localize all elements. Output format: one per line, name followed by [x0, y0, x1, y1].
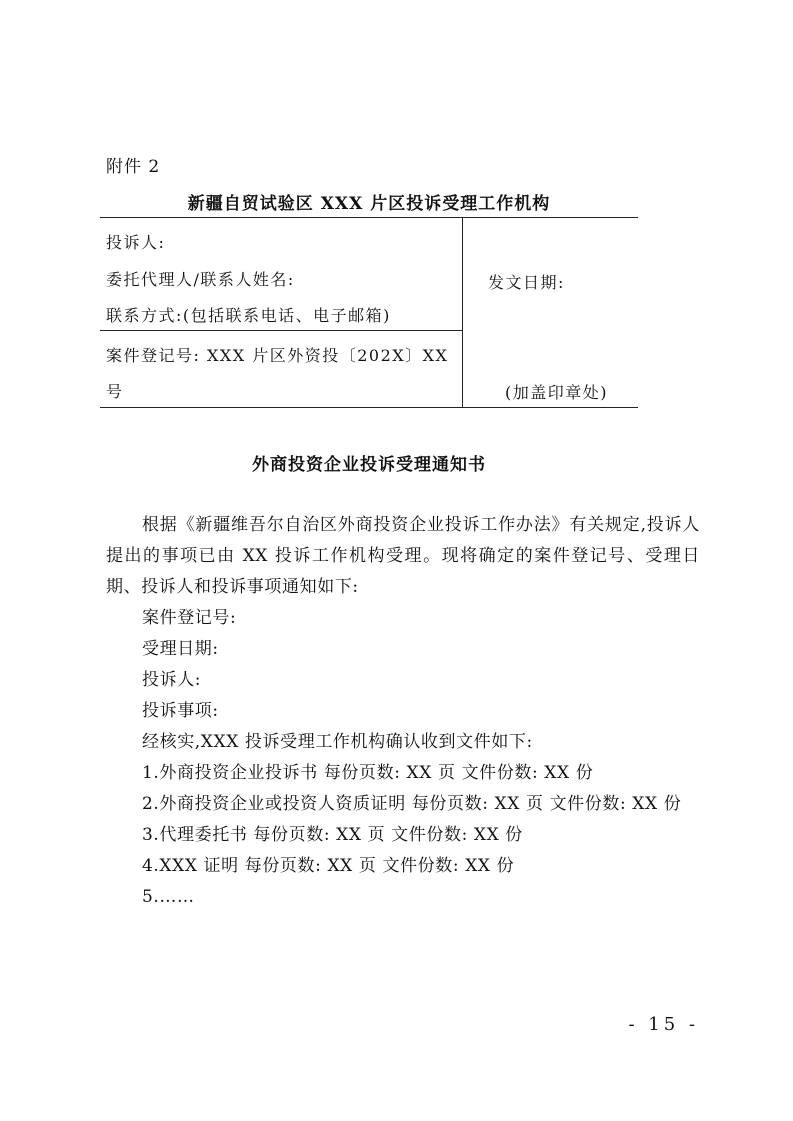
issue-date-label: 发文日期:	[488, 273, 565, 292]
table-horizontal-divider	[100, 330, 462, 331]
attachment-label: 附件 2	[106, 157, 161, 177]
document-item-2: 2.外商投资企业或投资人资质证明 每份页数: XX 页 文件份数: XX 份	[142, 794, 682, 814]
complainant-label: 投诉人:	[106, 233, 166, 252]
contact-method-label: 联系方式:(包括联系电话、电子邮箱)	[106, 306, 391, 325]
notice-title: 外商投资企业投诉受理通知书	[252, 455, 486, 475]
form-header-table	[100, 217, 638, 408]
case-number-line1: 案件登记号: XXX 片区外资投〔202X〕XX	[106, 346, 449, 365]
case-number-line2: 号	[106, 382, 124, 401]
document-item-4: 4.XXX 证明 每份页数: XX 页 文件份数: XX 份	[142, 856, 515, 876]
field-case-number: 案件登记号:	[142, 608, 237, 628]
document-item-5: 5.……	[142, 887, 195, 907]
notice-body	[106, 510, 700, 913]
seal-label: (加盖印章处)	[505, 383, 608, 402]
organization-title: 新疆自贸试验区 XXX 片区投诉受理工作机构	[187, 194, 551, 214]
field-complainant: 投诉人:	[142, 670, 202, 690]
document-item-3: 3.代理委托书 每份页数: XX 页 文件份数: XX 份	[142, 825, 523, 845]
table-vertical-divider	[462, 218, 463, 407]
field-acceptance-date: 受理日期:	[142, 639, 219, 659]
page-number: - 15 -	[628, 1014, 699, 1035]
intro-paragraph: 根据《新疆维吾尔自治区外商投资企业投诉工作办法》有关规定,投诉人提出的事项已由 XX 投诉工作机构受理。现将确定的案件登记号、受理日期、投诉人和投诉事项通知如下:	[106, 515, 700, 597]
field-complaint-matter: 投诉事项:	[142, 701, 219, 721]
verification-sentence: 经核实,XXX 投诉受理工作机构确认收到文件如下:	[142, 732, 533, 752]
agent-contact-label: 委托代理人/联系人姓名:	[106, 270, 295, 289]
document-item-1: 1.外商投资企业投诉书 每份页数: XX 页 文件份数: XX 份	[142, 763, 594, 783]
